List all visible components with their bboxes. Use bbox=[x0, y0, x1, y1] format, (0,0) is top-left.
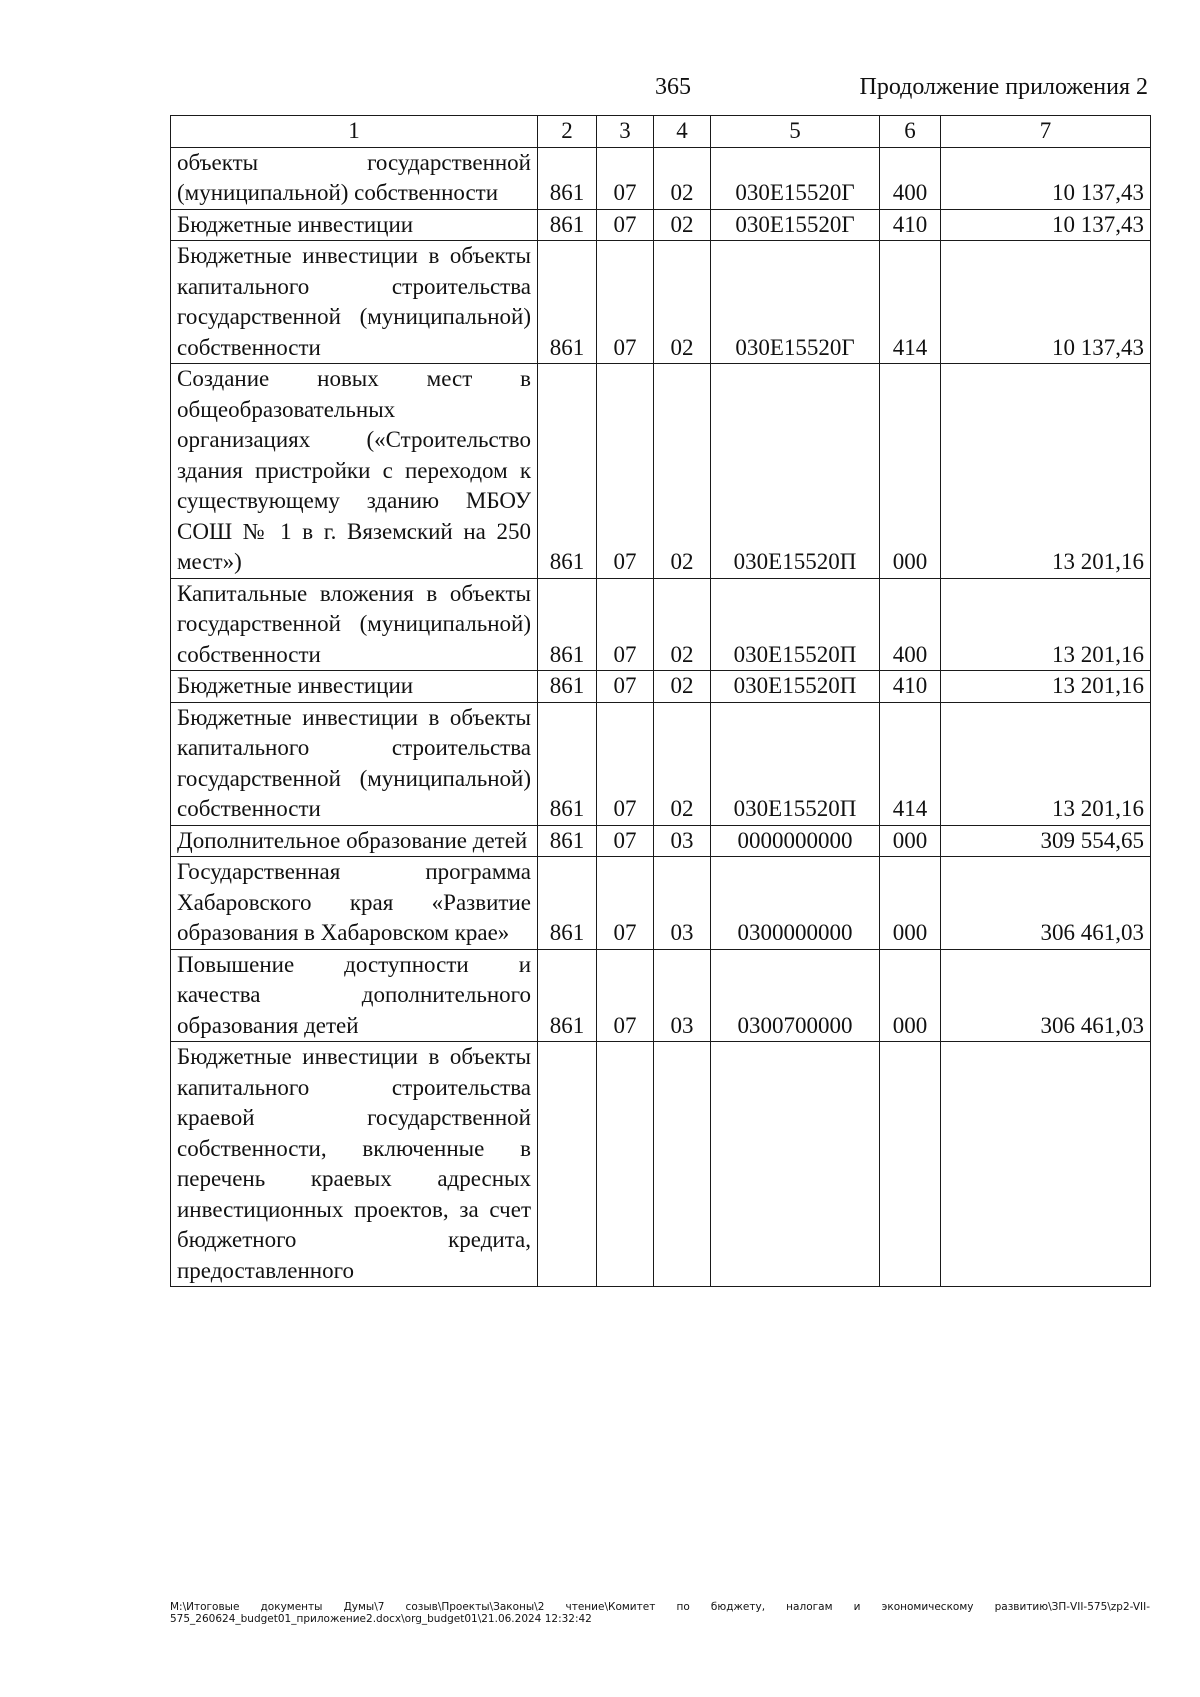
column-header: 5 bbox=[711, 116, 880, 148]
item-name-cell: Бюджетные инвестиции в объекты капитального строительства государственной (муниципальной) собственности bbox=[171, 241, 538, 364]
column-header: 1 bbox=[171, 116, 538, 148]
target-article-cell: 030E15520П bbox=[711, 702, 880, 825]
section-code-cell: 07 bbox=[597, 364, 654, 579]
ministry-code-cell: 861 bbox=[538, 364, 597, 579]
amount-cell: 309 554,65 bbox=[941, 825, 1151, 857]
ministry-code-cell: 861 bbox=[538, 825, 597, 857]
target-article-cell: 030E15520П bbox=[711, 578, 880, 671]
item-name-cell: Капитальные вложения в объекты государственной (муниципальной) собственности bbox=[171, 578, 538, 671]
ministry-code-cell bbox=[538, 1042, 597, 1287]
table-row bbox=[171, 702, 1151, 825]
target-article-cell: 0000000000 bbox=[711, 825, 880, 857]
ministry-code-cell: 861 bbox=[538, 147, 597, 209]
column-header: 7 bbox=[941, 116, 1151, 148]
expense-type-cell bbox=[880, 1042, 941, 1287]
subsection-code-cell: 02 bbox=[654, 241, 711, 364]
amount-cell: 13 201,16 bbox=[941, 671, 1151, 703]
target-article-cell: 030E15520П bbox=[711, 671, 880, 703]
section-code-cell: 07 bbox=[597, 702, 654, 825]
subsection-code-cell: 03 bbox=[654, 825, 711, 857]
ministry-code-cell: 861 bbox=[538, 702, 597, 825]
item-name-cell: Создание новых мест в общеобразовательных организациях («Строительство здания пристройки с переходом к существующему зданию МБОУ СОШ № 1 в г. Вяземский на 250 мест») bbox=[171, 364, 538, 579]
subsection-code-cell: 02 bbox=[654, 578, 711, 671]
section-code-cell: 07 bbox=[597, 671, 654, 703]
amount-cell: 10 137,43 bbox=[941, 147, 1151, 209]
expense-type-cell: 410 bbox=[880, 209, 941, 241]
target-article-cell: 030E15520Г bbox=[711, 147, 880, 209]
target-article-cell: 030E15520П bbox=[711, 364, 880, 579]
item-name-cell: Бюджетные инвестиции bbox=[171, 209, 538, 241]
amount-cell: 13 201,16 bbox=[941, 364, 1151, 579]
amount-cell: 306 461,03 bbox=[941, 949, 1151, 1042]
expense-type-cell: 000 bbox=[880, 857, 941, 950]
item-name-cell: Дополнительное образование детей bbox=[171, 825, 538, 857]
file-path-footer: М:\Итоговые документы Думы\7 созыв\Проекты\Законы\2 чтение\Комитет по бюджету, налогам и экономическому развитию\ЗП-VII-575\zp2-VII-575_260624_budget01_приложение2.docx\org_budget01\21.06.2024 12:32:42 bbox=[170, 1601, 1150, 1625]
ministry-code-cell: 861 bbox=[538, 578, 597, 671]
table-row bbox=[171, 241, 1151, 364]
subsection-code-cell: 02 bbox=[654, 671, 711, 703]
item-name-cell: Повышение доступности и качества дополнительного образования детей bbox=[171, 949, 538, 1042]
table-row bbox=[171, 147, 1151, 209]
section-code-cell: 07 bbox=[597, 209, 654, 241]
amount-cell: 13 201,16 bbox=[941, 702, 1151, 825]
expense-type-cell: 000 bbox=[880, 949, 941, 1042]
subsection-code-cell: 03 bbox=[654, 949, 711, 1042]
target-article-cell: 0300700000 bbox=[711, 949, 880, 1042]
ministry-code-cell: 861 bbox=[538, 857, 597, 950]
ministry-code-cell: 861 bbox=[538, 949, 597, 1042]
table-row bbox=[171, 578, 1151, 671]
budget-table bbox=[170, 115, 1151, 1287]
expense-type-cell: 400 bbox=[880, 147, 941, 209]
target-article-cell: 0300000000 bbox=[711, 857, 880, 950]
target-article-cell bbox=[711, 1042, 880, 1287]
item-name-cell: Государственная программа Хабаровского края «Развитие образования в Хабаровском крае» bbox=[171, 857, 538, 950]
table-row bbox=[171, 949, 1151, 1042]
amount-cell: 10 137,43 bbox=[941, 209, 1151, 241]
item-name-cell: Бюджетные инвестиции в объекты капитального строительства государственной (муниципальной) собственности bbox=[171, 702, 538, 825]
column-header: 3 bbox=[597, 116, 654, 148]
table-row bbox=[171, 209, 1151, 241]
section-code-cell: 07 bbox=[597, 825, 654, 857]
column-header: 6 bbox=[880, 116, 941, 148]
target-article-cell: 030E15520Г bbox=[711, 241, 880, 364]
amount-cell: 306 461,03 bbox=[941, 857, 1151, 950]
column-header: 2 bbox=[538, 116, 597, 148]
section-code-cell bbox=[597, 1042, 654, 1287]
table-row bbox=[171, 364, 1151, 579]
column-header: 4 bbox=[654, 116, 711, 148]
subsection-code-cell: 02 bbox=[654, 364, 711, 579]
expense-type-cell: 400 bbox=[880, 578, 941, 671]
section-code-cell: 07 bbox=[597, 147, 654, 209]
section-code-cell: 07 bbox=[597, 241, 654, 364]
expense-type-cell: 000 bbox=[880, 364, 941, 579]
subsection-code-cell: 02 bbox=[654, 702, 711, 825]
item-name-cell: объекты государственной (муниципальной) собственности bbox=[171, 147, 538, 209]
section-code-cell: 07 bbox=[597, 857, 654, 950]
continuation-label: Продолжение приложения 2 bbox=[859, 74, 1148, 100]
subsection-code-cell bbox=[654, 1042, 711, 1287]
table-header-row bbox=[171, 116, 1151, 148]
table-row bbox=[171, 857, 1151, 950]
table-row bbox=[171, 671, 1151, 703]
section-code-cell: 07 bbox=[597, 578, 654, 671]
table-body bbox=[171, 147, 1151, 1287]
amount-cell bbox=[941, 1042, 1151, 1287]
page-number: 365 bbox=[655, 74, 691, 100]
expense-type-cell: 414 bbox=[880, 702, 941, 825]
subsection-code-cell: 03 bbox=[654, 857, 711, 950]
expense-type-cell: 410 bbox=[880, 671, 941, 703]
ministry-code-cell: 861 bbox=[538, 241, 597, 364]
item-name-cell: Бюджетные инвестиции в объекты капитального строительства краевой государственной собственности, включенные в перечень краевых адресных инвестиционных проектов, за счет бюджетного кредита, предоставленного bbox=[171, 1042, 538, 1287]
table-row bbox=[171, 1042, 1151, 1287]
section-code-cell: 07 bbox=[597, 949, 654, 1042]
ministry-code-cell: 861 bbox=[538, 209, 597, 241]
amount-cell: 10 137,43 bbox=[941, 241, 1151, 364]
expense-type-cell: 414 bbox=[880, 241, 941, 364]
ministry-code-cell: 861 bbox=[538, 671, 597, 703]
subsection-code-cell: 02 bbox=[654, 147, 711, 209]
item-name-cell: Бюджетные инвестиции bbox=[171, 671, 538, 703]
amount-cell: 13 201,16 bbox=[941, 578, 1151, 671]
expense-type-cell: 000 bbox=[880, 825, 941, 857]
subsection-code-cell: 02 bbox=[654, 209, 711, 241]
target-article-cell: 030E15520Г bbox=[711, 209, 880, 241]
table-row bbox=[171, 825, 1151, 857]
